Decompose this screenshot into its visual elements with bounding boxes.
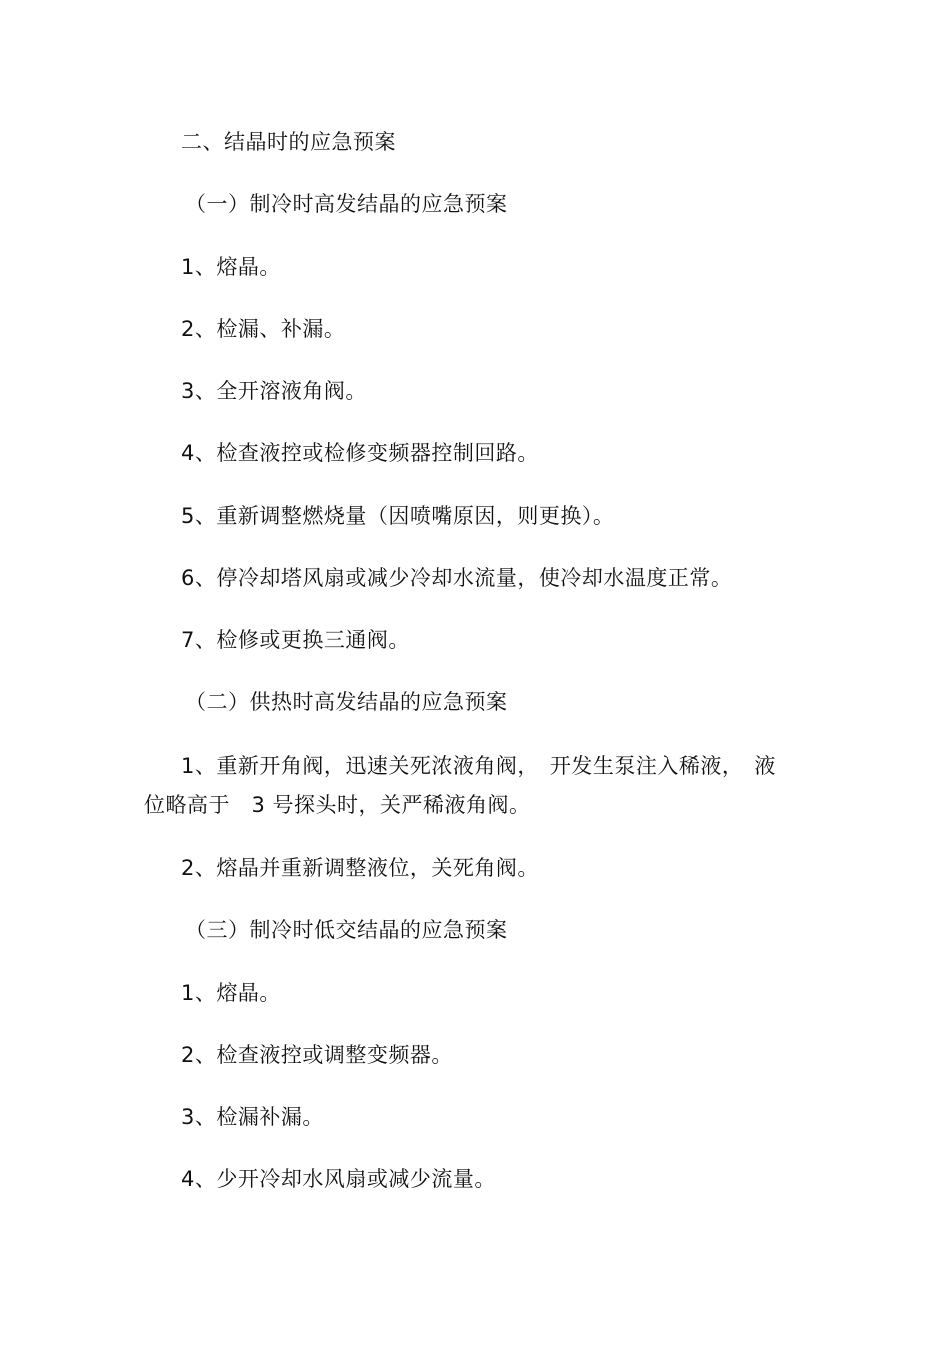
list-item-continuation: 位略高于 3 号探头时，关严稀液角阀。 [144,793,531,817]
list-item: 1、熔晶。 [181,981,281,1005]
list-item: 4、检查液控或检修变频器控制回路。 [181,441,539,465]
subsection-title-3: （三）制冷时低交结晶的应急预案 [185,918,508,942]
subsection-title-1: （一）制冷时高发结晶的应急预案 [185,192,508,216]
list-item: 4、少开冷却水风扇或减少流量。 [181,1167,496,1191]
list-item: 6、停冷却塔风扇或减少冷却水流量，使冷却水温度正常。 [181,566,733,590]
list-item: 2、检查液控或调整变频器。 [181,1043,453,1067]
list-item: 3、全开溶液角阀。 [181,379,367,403]
list-item: 5、重新调整燃烧量（因喷嘴原因，则更换）。 [181,504,615,528]
list-item: 1、重新开角阀，迅速关死浓液角阀， 开发生泵注入稀液， 液 [181,754,776,778]
list-item: 7、检修或更换三通阀。 [181,628,410,652]
list-item: 3、检漏补漏。 [181,1105,324,1129]
list-item: 1、熔晶。 [181,255,281,279]
list-item: 2、检漏、补漏。 [181,317,346,341]
section-title: 二、结晶时的应急预案 [181,130,396,154]
list-item: 2、熔晶并重新调整液位，关死角阀。 [181,856,539,880]
subsection-title-2: （二）供热时高发结晶的应急预案 [185,690,508,714]
